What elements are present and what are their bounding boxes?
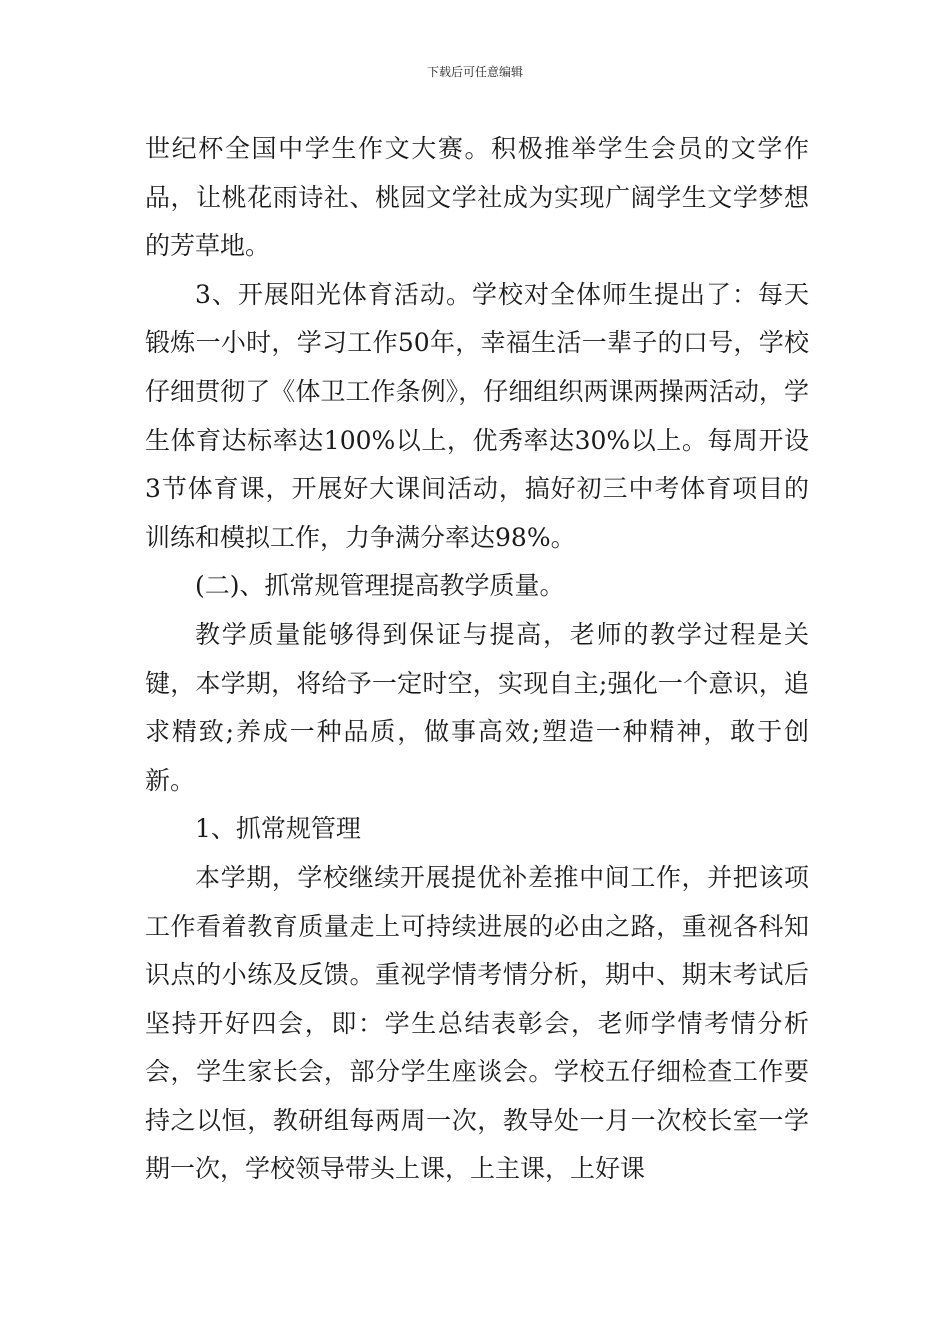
page-header: 下载后可任意编辑 [426, 65, 523, 79]
paragraph-teaching-quality: 教学质量能够得到保证与提高，老师的教学过程是关键，本学期，将给予一定时空，实现自主;强化一个意识，追求精致;养成一种品质，做事高效;塑造一种精神，敢于创新。 [145, 619, 809, 795]
paragraph-literature-club: 世纪杯全国中学生作文大赛。积极推举学生会员的文学作品，让桃花雨诗社、桃园文学社成为实现广阔学生文学梦想的芳草地。 [145, 134, 809, 261]
document-body [145, 125, 809, 1194]
subheading-routine-management: 1、抓常规管理 [195, 814, 361, 844]
paragraph-sunshine-sports: 3、开展阳光体育活动。学校对全体师生提出了：每天锻炼一小时，学习工作50年，幸福生活一辈子的口号，学校仔细贯彻了《体卫工作条例》，仔细组织两课两操两活动，学生体育达标率达100%以上，优秀率达30%以上。每周开设3节体育课，开展好大课间活动，搞好初三中考体育项目的训练和模拟工作，力争满分率达98%。 [145, 279, 809, 552]
section-heading-routine-management: (二)、抓常规管理提高教学质量。 [195, 571, 565, 601]
paragraph-semester-work: 本学期，学校继续开展提优补差推中间工作，并把该项工作看着教育质量走上可持续进展的必由之路，重视各科知识点的小练及反馈。重视学情考情分析，期中、期末考试后坚持开好四会，即：学生总结表彰会，老师学情考情分析会，学生家长会，部分学生座谈会。学校五仔细检查工作要持之以恒，教研组每两周一次，教导处一月一次校长室一学期一次，学校领导带头上课，上主课，上好课 [145, 862, 809, 1184]
